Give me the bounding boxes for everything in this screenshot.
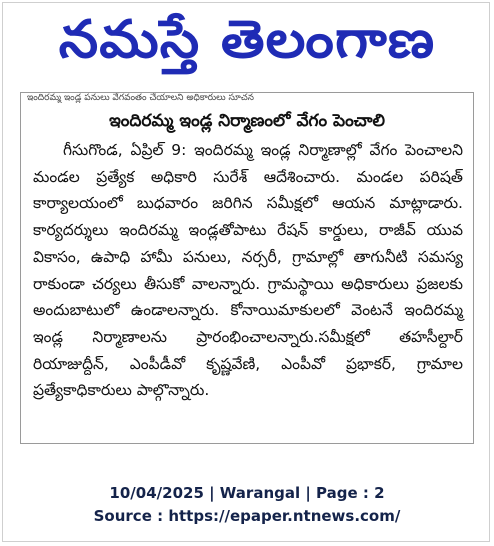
- clipped-previous-line: ఇందిరమ్మ ఇండ్ల పనులు వేగవంతం చేయాలని అధికారులు సూచన: [27, 93, 254, 103]
- newspaper-masthead: నమస్తే తెలంగాణ: [58, 10, 436, 70]
- article-headline: ఇందిరమ్మ ఇండ్ల నిర్మాణంలో వేగం పెంచాలి: [109, 111, 385, 131]
- news-clipping: [20, 92, 474, 444]
- article-body: [33, 137, 463, 404]
- article-paragraph: గీసుగొండ, ఏప్రిల్ 9: ఇందిరమ్మ ఇండ్ల నిర్మాణాల్లో వేగం పెంచాలని మండల ప్రత్యేక అధికారి సురేశ్ ఆదేశించారు. మండల పరిషత్ కార్యాలయంలో బుధవారం జరిగిన సమీక్షలో ఆయన మాట్లాడారు. కార్యదర్శులు ఇందిరమ్మ ఇండ్లతోపాటు రేషన్ కార్డులు, రాజీవ్ యువ వికాసం, ఉపాధి హామీ పనులు, నర్సరీ, గ్రామాల్లో తాగునీటి సమస్య రాకుండా చర్యలు తీసుకో వాలన్నారు. గ్రామస్థాయి అధికారులు ప్రజలకు అందుబాటులో ఉండాలన్నారు. కోనాయిమాకులలో వెంటనే ఇందిరమ్మ ఇండ్ల నిర్మాణాలను ప్రారంభించాలన్నారు.సమీక్షలో తహసీల్దార్ రియాజుద్దీన్, ఎంపీడీవో కృష్ణవేణి, ఎంపీవో ప్రభాకర్, గ్రామాల ప్రత్యేకాధికారులు పాల్గొన్నారు.: [33, 141, 463, 400]
- date-edition-page: 10/04/2025 | Warangal | Page : 2: [109, 484, 385, 502]
- source-line: Source : https://epaper.ntnews.com/: [93, 507, 401, 525]
